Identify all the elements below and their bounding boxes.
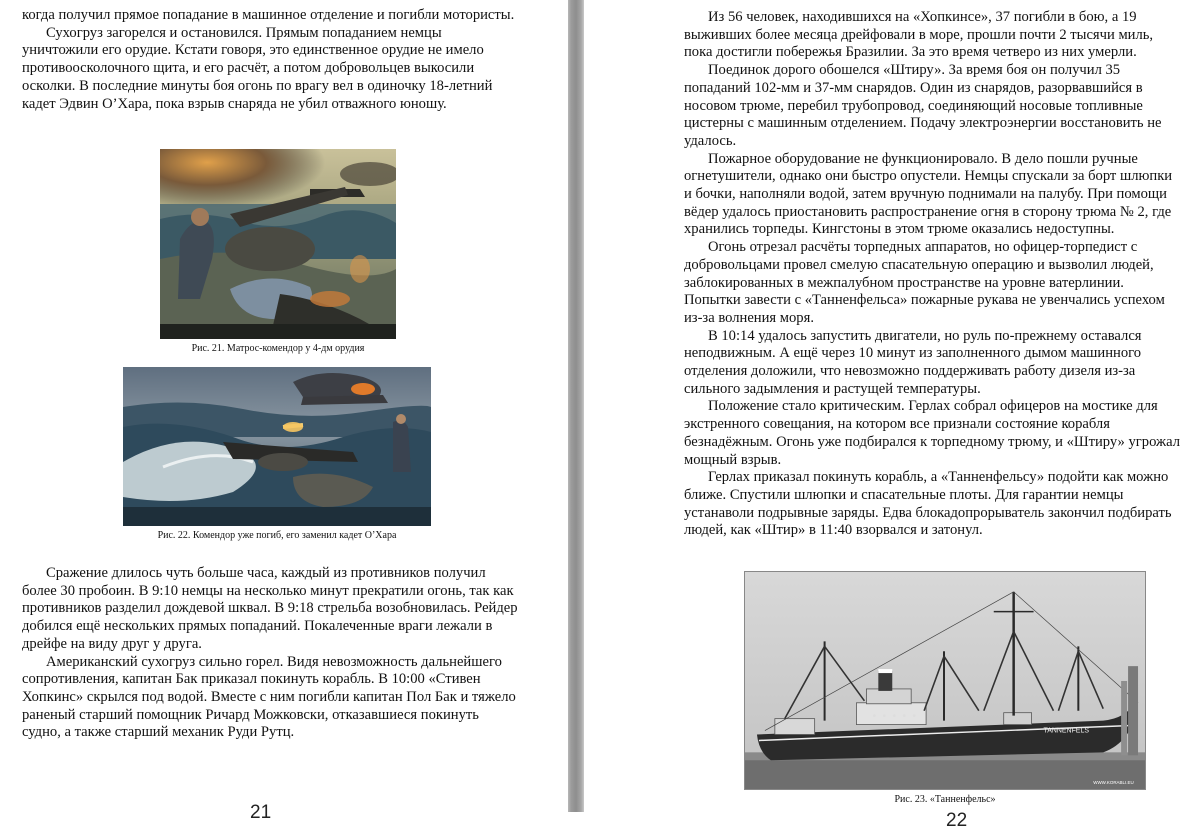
figure-23-caption: Рис. 23. «Танненфельс» bbox=[894, 794, 996, 805]
paragraph: Сражение длилось чуть больше часа, каждый из противников получил более 30 пробоин. В 9:10 немцы на несколько минут прекратили огонь, так как противников разделил дождевой шквал. В 9:18 стрельба возобновилась. Рейдер добился ещё нескольких прямых попаданий. Покалеченные враги лежали в дрейфе на виду друг у друга. bbox=[22, 565, 518, 652]
paragraph: когда получил прямое попадание в машинное отделение и погибли мотористы. bbox=[22, 7, 515, 23]
paragraph: Из 56 человек, находившихся на «Хопкинсе», 37 погибли в бою, а 19 выживших более месяца дрейфовали в море, прошли почти 2 тысячи миль, пока достигли побережья Бразилии. За это время четверо из них умерли. bbox=[684, 9, 1154, 61]
ship-hull-name: TANNENFELS bbox=[1043, 727, 1089, 735]
paragraph: Огонь отрезал расчёты торпедных аппаратов, но офицер-торпедист с добровольцами провел смелую спасательную операцию и вызволил людей, заблокированных в межпалубном пространстве на уровне ватерлинии. Попытки завести с «Танненфельса» пожарные рукава не увенчались успехом из-за волнения моря. bbox=[684, 239, 1165, 326]
figure-21-caption: Рис. 21. Матрос-комендор у 4-дм орудия bbox=[191, 343, 365, 354]
paragraph: Сухогруз загорелся и остановился. Прямым попаданием немцы уничтожили его орудие. Кстати говоря, это единственное орудие не имело противоосколочного щита, и его расчёт, а потом добровольцев выкосили осколки. В последние минуты боя огонь по врагу вел в одиночку 18-летний кадет Эдвин О’Хара, пока взрыв снаряда не убил отважного юношу. bbox=[22, 24, 493, 112]
page-gutter bbox=[568, 0, 584, 812]
left-bottom-text bbox=[22, 565, 520, 742]
right-text bbox=[684, 9, 1182, 540]
paragraph: Положение стало критическим. Герлах собрал офицеров на мостике для экстренного совещания, на котором все признали состояние корабля безнадёжным. Огонь уже подбирался к торпедному трюму, и «Штиру» угрожал мощный взрыв. bbox=[684, 398, 1180, 468]
paragraph: Американский сухогруз сильно горел. Видя невозможность дальнейшего сопротивления, капитан Бак приказал покинуть корабль. В 10:00 «Стивен Хопкинс» скрылся под водой. Вместе с ним погибли капитан Пол Бак и тяжело раненый старший помощник Ричард Можковски, отказавшиеся покинуть судно, а также старший механик Руди Рутц. bbox=[22, 653, 516, 741]
page-number-left: 21 bbox=[250, 802, 272, 823]
paragraph: Пожарное оборудование не функционировало. В дело пошли ручные огнетушители, однако они быстро опустели. Немцы спускали за борт шлюпки и бочки, наполняли водой, затем вручную поднимали на палубу. При помощи вёдер удалось приостановить распространение огня в сторону трюма № 2, где хранились торпеды. Кингстоны в этом трюме оказались недоступны. bbox=[684, 150, 1173, 238]
page-number-right: 22 bbox=[946, 810, 968, 827]
figure-22-caption: Рис. 22. Комендор уже погиб, его заменил кадет О’Хара bbox=[157, 530, 397, 541]
figure-22-painting bbox=[123, 367, 431, 526]
figure-23-photo bbox=[744, 571, 1146, 790]
photo-watermark: WWW.KORABLI.EU bbox=[1093, 780, 1134, 786]
paragraph: Поединок дорого обошелся «Штиру». За время боя он получил 35 попаданий 102-мм и 37-мм снарядов. Один из снарядов, разорвавшийся в носовом трюме, перебил трубопровод, соединяющий носовые топливные цистерны с машинным отделением. Подачу электроэнергии восстановить не удалось. bbox=[684, 62, 1162, 149]
left-top-text bbox=[22, 7, 520, 113]
paragraph: Герлах приказал покинуть корабль, а «Танненфельсу» подойти как можно ближе. Спустили шлюпки и спасательные плоты. Для гарантии немцы устанаволи подрывные заряды. Едва блокадопрорыватель закончил подбирать людей, как «Штир» в 11:40 взорвался и затонул. bbox=[684, 469, 1172, 539]
figure-21-painting bbox=[160, 149, 396, 339]
left-page bbox=[0, 0, 568, 827]
right-page bbox=[584, 0, 1196, 827]
paragraph: В 10:14 удалось запустить двигатели, но руль по-прежнему оставался неподвижным. А ещё через 10 минут из заполненного дымом машинного отделения доложили, что невозможно поддерживать работу дизеля из-за сильного задымления и растущей температуры. bbox=[684, 327, 1142, 397]
